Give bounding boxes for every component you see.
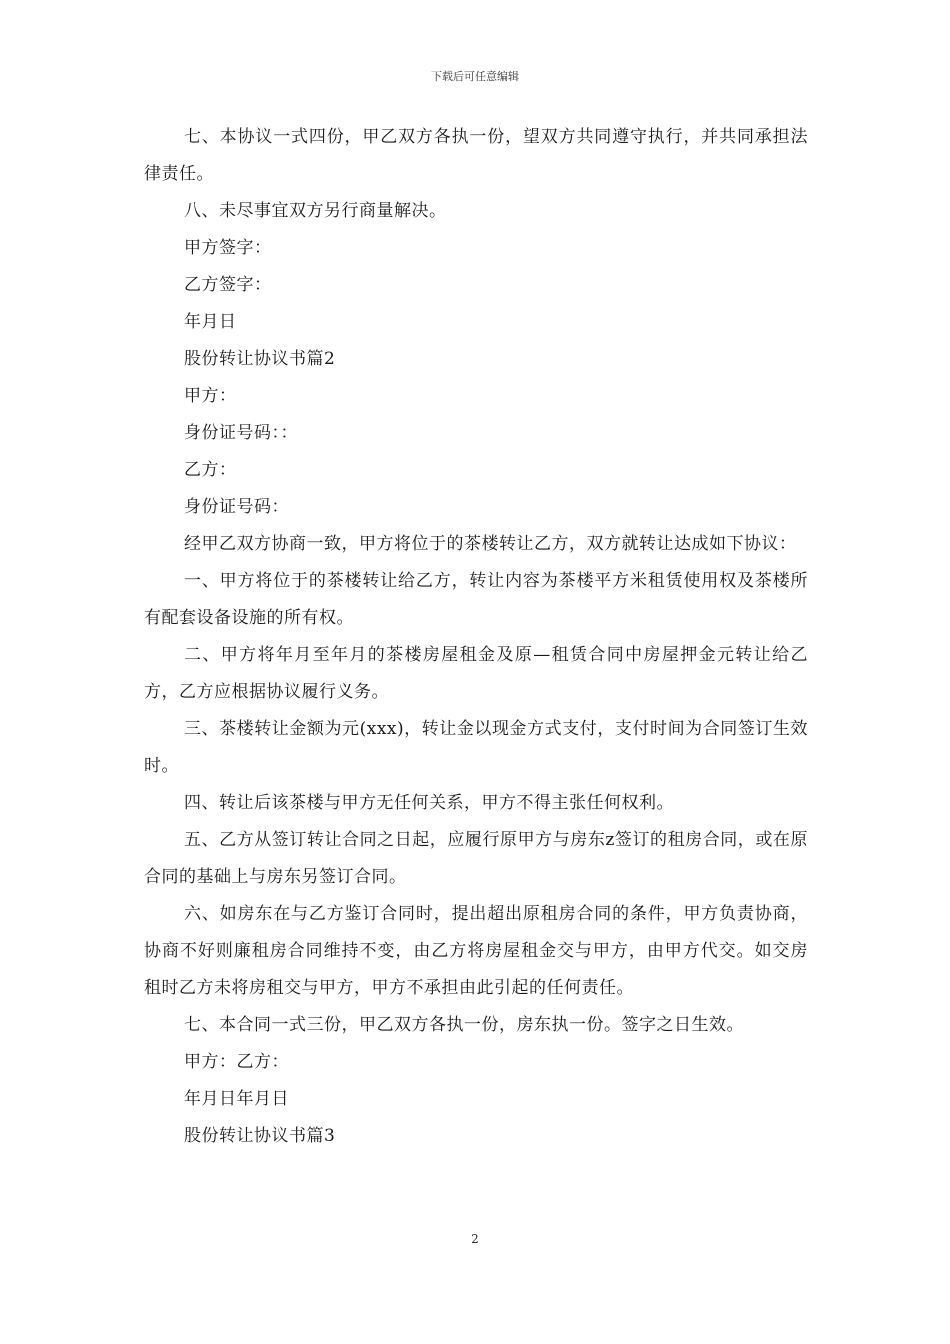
party-a-signature: 甲方签字：	[184, 238, 272, 258]
clause-4: 四、转让后该茶楼与甲方无任何关系，甲方不得主张任何权利。	[184, 793, 674, 813]
document-body	[144, 119, 808, 1155]
clause-6: 六、如房东在与乙方鉴订合同时，提出超出原租房合同的条件，甲方负责协商，协商不好则廉租房合同维持不变，由乙方将房屋租金交与甲方，由甲方代交。如交房租时乙方未将房租交与甲方，甲方不承担由此引起的任何责任。	[144, 904, 808, 998]
page-number: 2	[471, 1232, 479, 1246]
signature-dates-line: 年月日年月日	[184, 1089, 289, 1109]
section-title-2: 股份转让协议书篇2	[184, 349, 336, 369]
header-note: 下载后可任意编辑	[431, 70, 519, 83]
clause-5: 五、乙方从签订转让合同之日起，应履行原甲方与房东z签订的租房合同，或在原合同的基础上与房东另签订合同。	[144, 830, 808, 887]
clause-8-other-matters: 八、未尽事宜双方另行商量解决。	[184, 201, 447, 221]
clause-7-copies: 七、本协议一式四份，甲乙双方各执一份，望双方共同遵守执行，并共同承担法律责任。	[144, 127, 808, 184]
party-a-line: 甲方：	[184, 386, 237, 406]
party-b-signature: 乙方签字：	[184, 275, 272, 295]
agreement-intro: 经甲乙双方协商一致，甲方将位于的茶楼转让乙方，双方就转让达成如下协议：	[184, 534, 797, 554]
clause-1: 一、甲方将位于的茶楼转让给乙方，转让内容为茶楼平方米租赁使用权及茶楼所有配套设备设施的所有权。	[144, 571, 808, 628]
party-a-id-line: 身份证号码：：	[184, 423, 298, 443]
signature-parties-line: 甲方：乙方：	[184, 1052, 289, 1072]
section-title-3: 股份转让协议书篇3	[184, 1126, 336, 1146]
clause-2: 二、甲方将年月至年月的茶楼房屋租金及原—租赁合同中房屋押金元转让给乙方，乙方应根据协议履行义务。	[144, 645, 808, 702]
clause-7: 七、本合同一式三份，甲乙双方各执一份，房东执一份。签字之日生效。	[184, 1015, 744, 1035]
party-b-line: 乙方：	[184, 460, 237, 480]
clause-3: 三、茶楼转让金额为元(xxx)，转让金以现金方式支付，支付时间为合同签订生效时。	[144, 719, 808, 776]
party-b-id-line: 身份证号码：	[184, 497, 289, 517]
date-line: 年月日	[184, 312, 237, 332]
